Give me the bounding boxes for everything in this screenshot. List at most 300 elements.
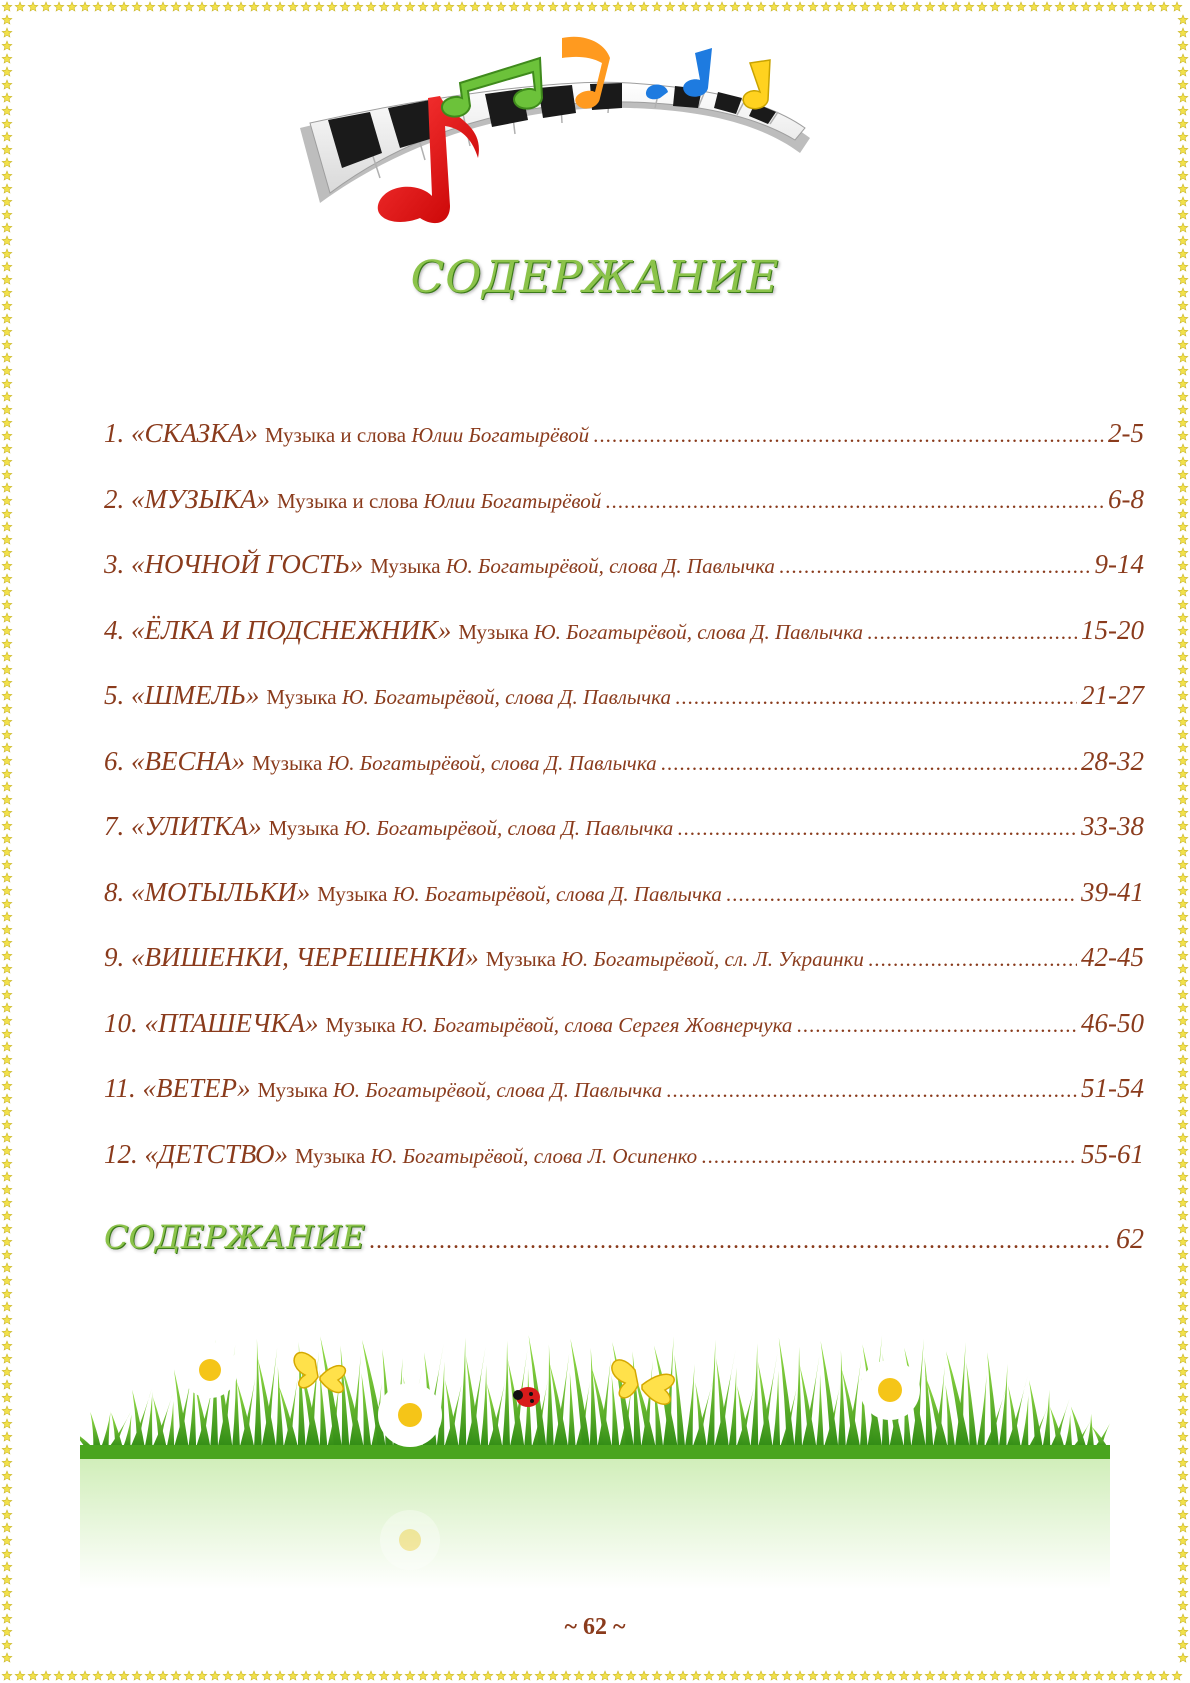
border-star-icon (1178, 418, 1188, 427)
grass-blade (945, 1385, 955, 1449)
border-star-icon (2, 80, 12, 89)
toc-leader-dots (701, 1144, 1077, 1169)
border-star-icon (2, 795, 12, 804)
border-star-icon (2, 418, 12, 427)
border-star-icon (301, 2, 311, 11)
border-star-icon (1159, 1671, 1169, 1680)
border-star-icon (1178, 925, 1188, 934)
border-star-icon (1029, 1671, 1039, 1680)
border-star-icon (1178, 1575, 1188, 1584)
border-star-icon (509, 2, 519, 11)
border-star-icon (2, 717, 12, 726)
border-star-icon (119, 2, 129, 11)
border-star-icon (249, 2, 259, 11)
border-star-icon (730, 1671, 740, 1680)
toc-page-range: 39-41 (1081, 876, 1144, 907)
toc-song-title: 4. «ЁЛКА И ПОДСНЕЖНИК» (104, 614, 452, 645)
border-star-icon (1178, 743, 1188, 752)
border-star-icon (2, 171, 12, 180)
border-star-icon (2, 860, 12, 869)
border-star-icon (444, 2, 454, 11)
border-star-icon (15, 2, 25, 11)
border-star-icon (691, 2, 701, 11)
border-star-icon (2, 691, 12, 700)
border-star-icon (873, 1671, 883, 1680)
border-star-icon (2, 1159, 12, 1168)
toc-entry[interactable] (104, 418, 1144, 484)
piano-notes-illustration (300, 28, 880, 258)
grass-blade (276, 1366, 284, 1449)
border-star-icon (340, 2, 350, 11)
border-star-icon (1178, 379, 1188, 388)
border-star-icon (470, 1671, 480, 1680)
border-star-icon (2, 1133, 12, 1142)
border-star-icon (1178, 1588, 1188, 1597)
border-star-icon (1178, 665, 1188, 674)
border-star-icon (1178, 483, 1188, 492)
border-star-icon (613, 1671, 623, 1680)
border-star-icon (1146, 1671, 1156, 1680)
grass-blade (101, 1411, 111, 1449)
border-star-icon (1120, 1671, 1130, 1680)
border-star-icon (2, 769, 12, 778)
border-star-icon (2, 184, 12, 193)
border-star-icon (1178, 15, 1188, 24)
border-star-icon (1178, 496, 1188, 505)
border-star-icon (2, 522, 12, 531)
border-star-icon (782, 1671, 792, 1680)
toc-entry[interactable] (104, 615, 1144, 681)
border-star-icon (366, 2, 376, 11)
toc-entry[interactable] (104, 1008, 1144, 1074)
border-star-icon (1133, 1671, 1143, 1680)
border-star-icon (2, 1523, 12, 1532)
border-star-icon (1068, 1671, 1078, 1680)
toc-entry-contents[interactable] (104, 1218, 1144, 1256)
border-star-icon (1178, 522, 1188, 531)
toc-leader-dots (867, 620, 1077, 645)
toc-entry[interactable] (104, 746, 1144, 812)
border-star-icon (1178, 899, 1188, 908)
border-star-icon (743, 1671, 753, 1680)
border-star-icon (808, 1671, 818, 1680)
border-star-icon (1178, 1484, 1188, 1493)
border-star-icon (2, 1263, 12, 1272)
border-star-icon (171, 1671, 181, 1680)
border-star-icon (769, 1671, 779, 1680)
border-star-icon (1178, 1601, 1188, 1610)
border-star-icon (977, 1671, 987, 1680)
border-star-icon (2, 132, 12, 141)
border-star-icon (899, 2, 909, 11)
border-star-icon (1146, 2, 1156, 11)
toc-credit: Музыка Ю. Богатырёвой, слова Сергея Жовнерчука (325, 1012, 793, 1037)
border-star-icon (2, 54, 12, 63)
border-star-icon (2, 730, 12, 739)
toc-page-range: 42-45 (1081, 942, 1144, 972)
border-star-icon (483, 2, 493, 11)
border-star-icon (925, 2, 935, 11)
grass-blade (1020, 1395, 1028, 1449)
border-star-icon (2, 1432, 12, 1441)
border-star-icon (1178, 1042, 1188, 1051)
border-star-icon (990, 2, 1000, 11)
grass-blade (1064, 1414, 1072, 1449)
border-star-icon (2, 405, 12, 414)
border-star-icon (275, 2, 285, 11)
border-star-icon (288, 2, 298, 11)
border-star-icon (314, 2, 324, 11)
toc-leader-dots (677, 816, 1077, 841)
border-star-icon (2, 314, 12, 323)
border-star-icon (236, 1671, 246, 1680)
border-star-icon (1178, 1380, 1188, 1389)
border-star-icon (743, 2, 753, 11)
border-star-icon (548, 1671, 558, 1680)
toc-page-range: 6-8 (1108, 483, 1144, 514)
border-star-icon (1178, 704, 1188, 713)
border-star-icon (2, 886, 12, 895)
border-star-icon (80, 2, 90, 11)
border-star-icon (1178, 1224, 1188, 1233)
toc-entry[interactable] (104, 484, 1144, 550)
border-star-icon (1178, 834, 1188, 843)
border-star-icon (886, 1671, 896, 1680)
border-star-icon (2, 1120, 12, 1129)
border-star-icon (2, 1315, 12, 1324)
border-star-icon (2, 665, 12, 674)
border-star-icon (1178, 1172, 1188, 1181)
border-star-icon (418, 2, 428, 11)
border-star-icon (1081, 1671, 1091, 1680)
border-star-icon (340, 1671, 350, 1680)
grass-blade (1086, 1414, 1094, 1449)
border-star-icon (496, 2, 506, 11)
border-star-icon (626, 1671, 636, 1680)
border-star-icon (106, 2, 116, 11)
border-star-icon (2, 1211, 12, 1220)
border-star-icon (2, 899, 12, 908)
border-star-icon (2, 834, 12, 843)
toc-entry[interactable] (104, 942, 1144, 1008)
border-star-icon (2, 392, 12, 401)
border-star-icon (2, 1081, 12, 1090)
border-star-icon (1107, 1671, 1117, 1680)
border-star-icon (41, 2, 51, 11)
border-star-icon (2, 379, 12, 388)
border-star-icon (2, 1042, 12, 1051)
border-star-icon (28, 1671, 38, 1680)
border-star-icon (1178, 613, 1188, 622)
toc-entry[interactable] (104, 1139, 1144, 1205)
border-star-icon (405, 1671, 415, 1680)
border-star-icon (2, 1068, 12, 1077)
border-star-icon (1178, 93, 1188, 102)
toc-leader-dots (675, 685, 1077, 710)
border-star-icon (600, 1671, 610, 1680)
border-star-icon (2, 2, 12, 11)
toc-song-title: 2. «МУЗЫКА» (104, 483, 270, 514)
border-star-icon (1178, 1536, 1188, 1545)
border-star-icon (613, 2, 623, 11)
border-star-icon (782, 2, 792, 11)
border-star-icon (1172, 1671, 1182, 1680)
border-star-icon (1178, 1068, 1188, 1077)
border-star-icon (2, 470, 12, 479)
border-star-icon (2, 1055, 12, 1064)
border-star-icon (704, 1671, 714, 1680)
border-star-icon (1178, 1302, 1188, 1311)
border-star-icon (652, 1671, 662, 1680)
border-star-icon (2, 1016, 12, 1025)
border-star-icon (1178, 1133, 1188, 1142)
border-star-icon (1178, 574, 1188, 583)
toc-song-title: 5. «ШМЕЛЬ» (104, 680, 260, 710)
border-star-icon (2, 977, 12, 986)
border-star-icon (2, 587, 12, 596)
toc-song-title: 3. «НОЧНОЙ ГОСТЬ» (104, 549, 364, 579)
border-star-icon (1178, 1055, 1188, 1064)
border-star-icon (600, 2, 610, 11)
border-star-icon (483, 1671, 493, 1680)
border-star-icon (1178, 626, 1188, 635)
grass-blade (153, 1397, 167, 1449)
border-star-icon (2, 1107, 12, 1116)
border-star-icon (2, 1237, 12, 1246)
border-star-icon (2, 873, 12, 882)
toc-song-title: 12. «ДЕТСТВО» (104, 1138, 288, 1169)
border-star-icon (1178, 80, 1188, 89)
border-star-icon (1159, 2, 1169, 11)
border-star-icon (41, 1671, 51, 1680)
border-star-icon (587, 1671, 597, 1680)
border-star-icon (158, 1671, 168, 1680)
toc-entry[interactable] (104, 680, 1144, 746)
border-star-icon (2, 444, 12, 453)
border-star-icon (808, 2, 818, 11)
border-star-icon (2, 1536, 12, 1545)
border-star-icon (418, 1671, 428, 1680)
border-star-icon (2, 1328, 12, 1337)
border-star-icon (2, 366, 12, 375)
border-star-icon (431, 1671, 441, 1680)
border-star-icon (2, 145, 12, 154)
border-star-icon (951, 2, 961, 11)
border-star-icon (2, 1458, 12, 1467)
border-star-icon (1068, 2, 1078, 11)
border-star-icon (2, 93, 12, 102)
border-star-icon (2, 1549, 12, 1558)
border-star-icon (1178, 314, 1188, 323)
border-star-icon (2, 483, 12, 492)
border-star-icon (2, 353, 12, 362)
border-star-icon (2, 1224, 12, 1233)
border-star-icon (2, 561, 12, 570)
border-star-icon (1094, 1671, 1104, 1680)
border-star-icon (54, 1671, 64, 1680)
grass-flowers-illustration (80, 1325, 1110, 1625)
border-star-icon (132, 2, 142, 11)
border-star-icon (899, 1671, 909, 1680)
grass-blade (800, 1365, 817, 1449)
border-star-icon (2, 28, 12, 37)
toc-song-title: 10. «ПТАШЕЧКА» (104, 1007, 319, 1038)
border-star-icon (1178, 1250, 1188, 1259)
border-star-icon (652, 2, 662, 11)
toc-page-range: 28-32 (1081, 745, 1144, 776)
border-star-icon (379, 1671, 389, 1680)
border-star-icon (2, 652, 12, 661)
border-star-icon (1178, 1367, 1188, 1376)
border-star-icon (1178, 860, 1188, 869)
border-star-icon (522, 1671, 532, 1680)
border-star-icon (990, 1671, 1000, 1680)
border-star-icon (2, 1510, 12, 1519)
border-star-icon (2, 808, 12, 817)
border-star-icon (1178, 1432, 1188, 1441)
border-star-icon (1178, 1120, 1188, 1129)
border-star-icon (2, 340, 12, 349)
border-star-icon (1107, 2, 1117, 11)
grass-blade (750, 1343, 758, 1449)
border-star-icon (1178, 1341, 1188, 1350)
toc-page-range: 15-20 (1081, 614, 1144, 645)
toc-entry[interactable] (104, 811, 1144, 877)
border-star-icon (2, 1471, 12, 1480)
border-star-icon (93, 2, 103, 11)
border-star-icon (1178, 691, 1188, 700)
border-star-icon (821, 1671, 831, 1680)
grass-blade (466, 1356, 481, 1449)
border-star-icon (2, 1172, 12, 1181)
border-star-icon (249, 1671, 259, 1680)
border-star-icon (2, 1419, 12, 1428)
border-star-icon (912, 2, 922, 11)
border-star-icon (1042, 1671, 1052, 1680)
border-star-icon (1178, 197, 1188, 206)
grass-blade (1071, 1406, 1087, 1449)
grass-blade (90, 1412, 101, 1449)
border-star-icon (1178, 1107, 1188, 1116)
border-star-icon (2, 678, 12, 687)
border-star-icon (80, 1671, 90, 1680)
toc-page-range: 51-54 (1081, 1073, 1144, 1103)
border-star-icon (1178, 1159, 1188, 1168)
border-star-icon (1178, 1562, 1188, 1571)
grass-blade (524, 1369, 532, 1450)
toc-entry[interactable] (104, 877, 1144, 943)
border-star-icon (2, 1588, 12, 1597)
border-star-icon (1178, 1393, 1188, 1402)
toc-credit: Музыка Ю. Богатырёвой, слова Д. Павлычка (370, 554, 775, 578)
grass-blade (987, 1352, 999, 1449)
border-star-icon (1003, 2, 1013, 11)
border-star-icon (548, 2, 558, 11)
border-star-icon (2, 847, 12, 856)
border-star-icon (821, 2, 831, 11)
border-star-icon (119, 1671, 129, 1680)
grass-blade (772, 1371, 780, 1449)
border-star-icon (2, 990, 12, 999)
border-star-icon (2, 1289, 12, 1298)
border-star-icon (704, 2, 714, 11)
border-star-icon (2, 1653, 12, 1662)
border-star-icon (1178, 1003, 1188, 1012)
border-star-icon (626, 2, 636, 11)
toc-entry[interactable] (104, 549, 1144, 615)
border-star-icon (2, 119, 12, 128)
border-star-icon (1178, 509, 1188, 518)
border-star-icon (834, 1671, 844, 1680)
border-star-icon (2, 600, 12, 609)
grass-blade (568, 1372, 576, 1449)
border-star-icon (1178, 106, 1188, 115)
border-star-icon (1178, 769, 1188, 778)
border-star-icon (184, 2, 194, 11)
border-star-icon (587, 2, 597, 11)
border-star-icon (405, 2, 415, 11)
border-star-icon (1055, 2, 1065, 11)
border-star-icon (1003, 1671, 1013, 1680)
grass-blade (1042, 1390, 1050, 1449)
border-star-icon (132, 1671, 142, 1680)
border-star-icon (1178, 1406, 1188, 1415)
border-star-icon (938, 1671, 948, 1680)
toc-page-range: 33-38 (1081, 811, 1144, 841)
border-star-icon (1178, 119, 1188, 128)
border-star-icon (1178, 821, 1188, 830)
border-star-icon (535, 1671, 545, 1680)
border-star-icon (847, 1671, 857, 1680)
border-star-icon (717, 2, 727, 11)
border-star-icon (2, 1380, 12, 1389)
border-star-icon (392, 1671, 402, 1680)
toc-credit: Музыка и слова Юлии Богатырёвой (277, 488, 602, 513)
border-star-icon (1055, 1671, 1065, 1680)
border-star-icon (1172, 2, 1182, 11)
page-number: ~ 62 ~ (564, 1614, 626, 1640)
grass-blade (546, 1344, 554, 1449)
border-star-icon (1178, 67, 1188, 76)
border-star-icon (1178, 1276, 1188, 1285)
border-star-icon (1178, 132, 1188, 141)
border-star-icon (2, 1302, 12, 1311)
border-star-icon (1178, 223, 1188, 232)
border-star-icon (1029, 2, 1039, 11)
border-star-icon (2, 1671, 12, 1680)
border-star-icon (2, 15, 12, 24)
border-star-icon (951, 1671, 961, 1680)
grass-blade (758, 1362, 773, 1449)
toc-leader-dots (593, 423, 1104, 448)
toc-entry[interactable] (104, 1073, 1144, 1139)
border-star-icon (1016, 2, 1026, 11)
grass-blade (966, 1363, 977, 1449)
grass-blade (794, 1347, 802, 1449)
toc-leader-dots (796, 1013, 1077, 1038)
border-star-icon (1178, 1146, 1188, 1155)
grass-blade (779, 1337, 795, 1449)
toc-song-title: 8. «МОТЫЛЬКИ» (104, 876, 311, 907)
border-star-icon (1178, 1549, 1188, 1558)
grass-blade (502, 1341, 510, 1449)
border-star-icon (2, 210, 12, 219)
border-star-icon (1178, 678, 1188, 687)
border-star-icon (691, 1671, 701, 1680)
grass-blade (144, 1391, 152, 1449)
grass-blade (1029, 1380, 1043, 1449)
border-star-icon (2, 704, 12, 713)
